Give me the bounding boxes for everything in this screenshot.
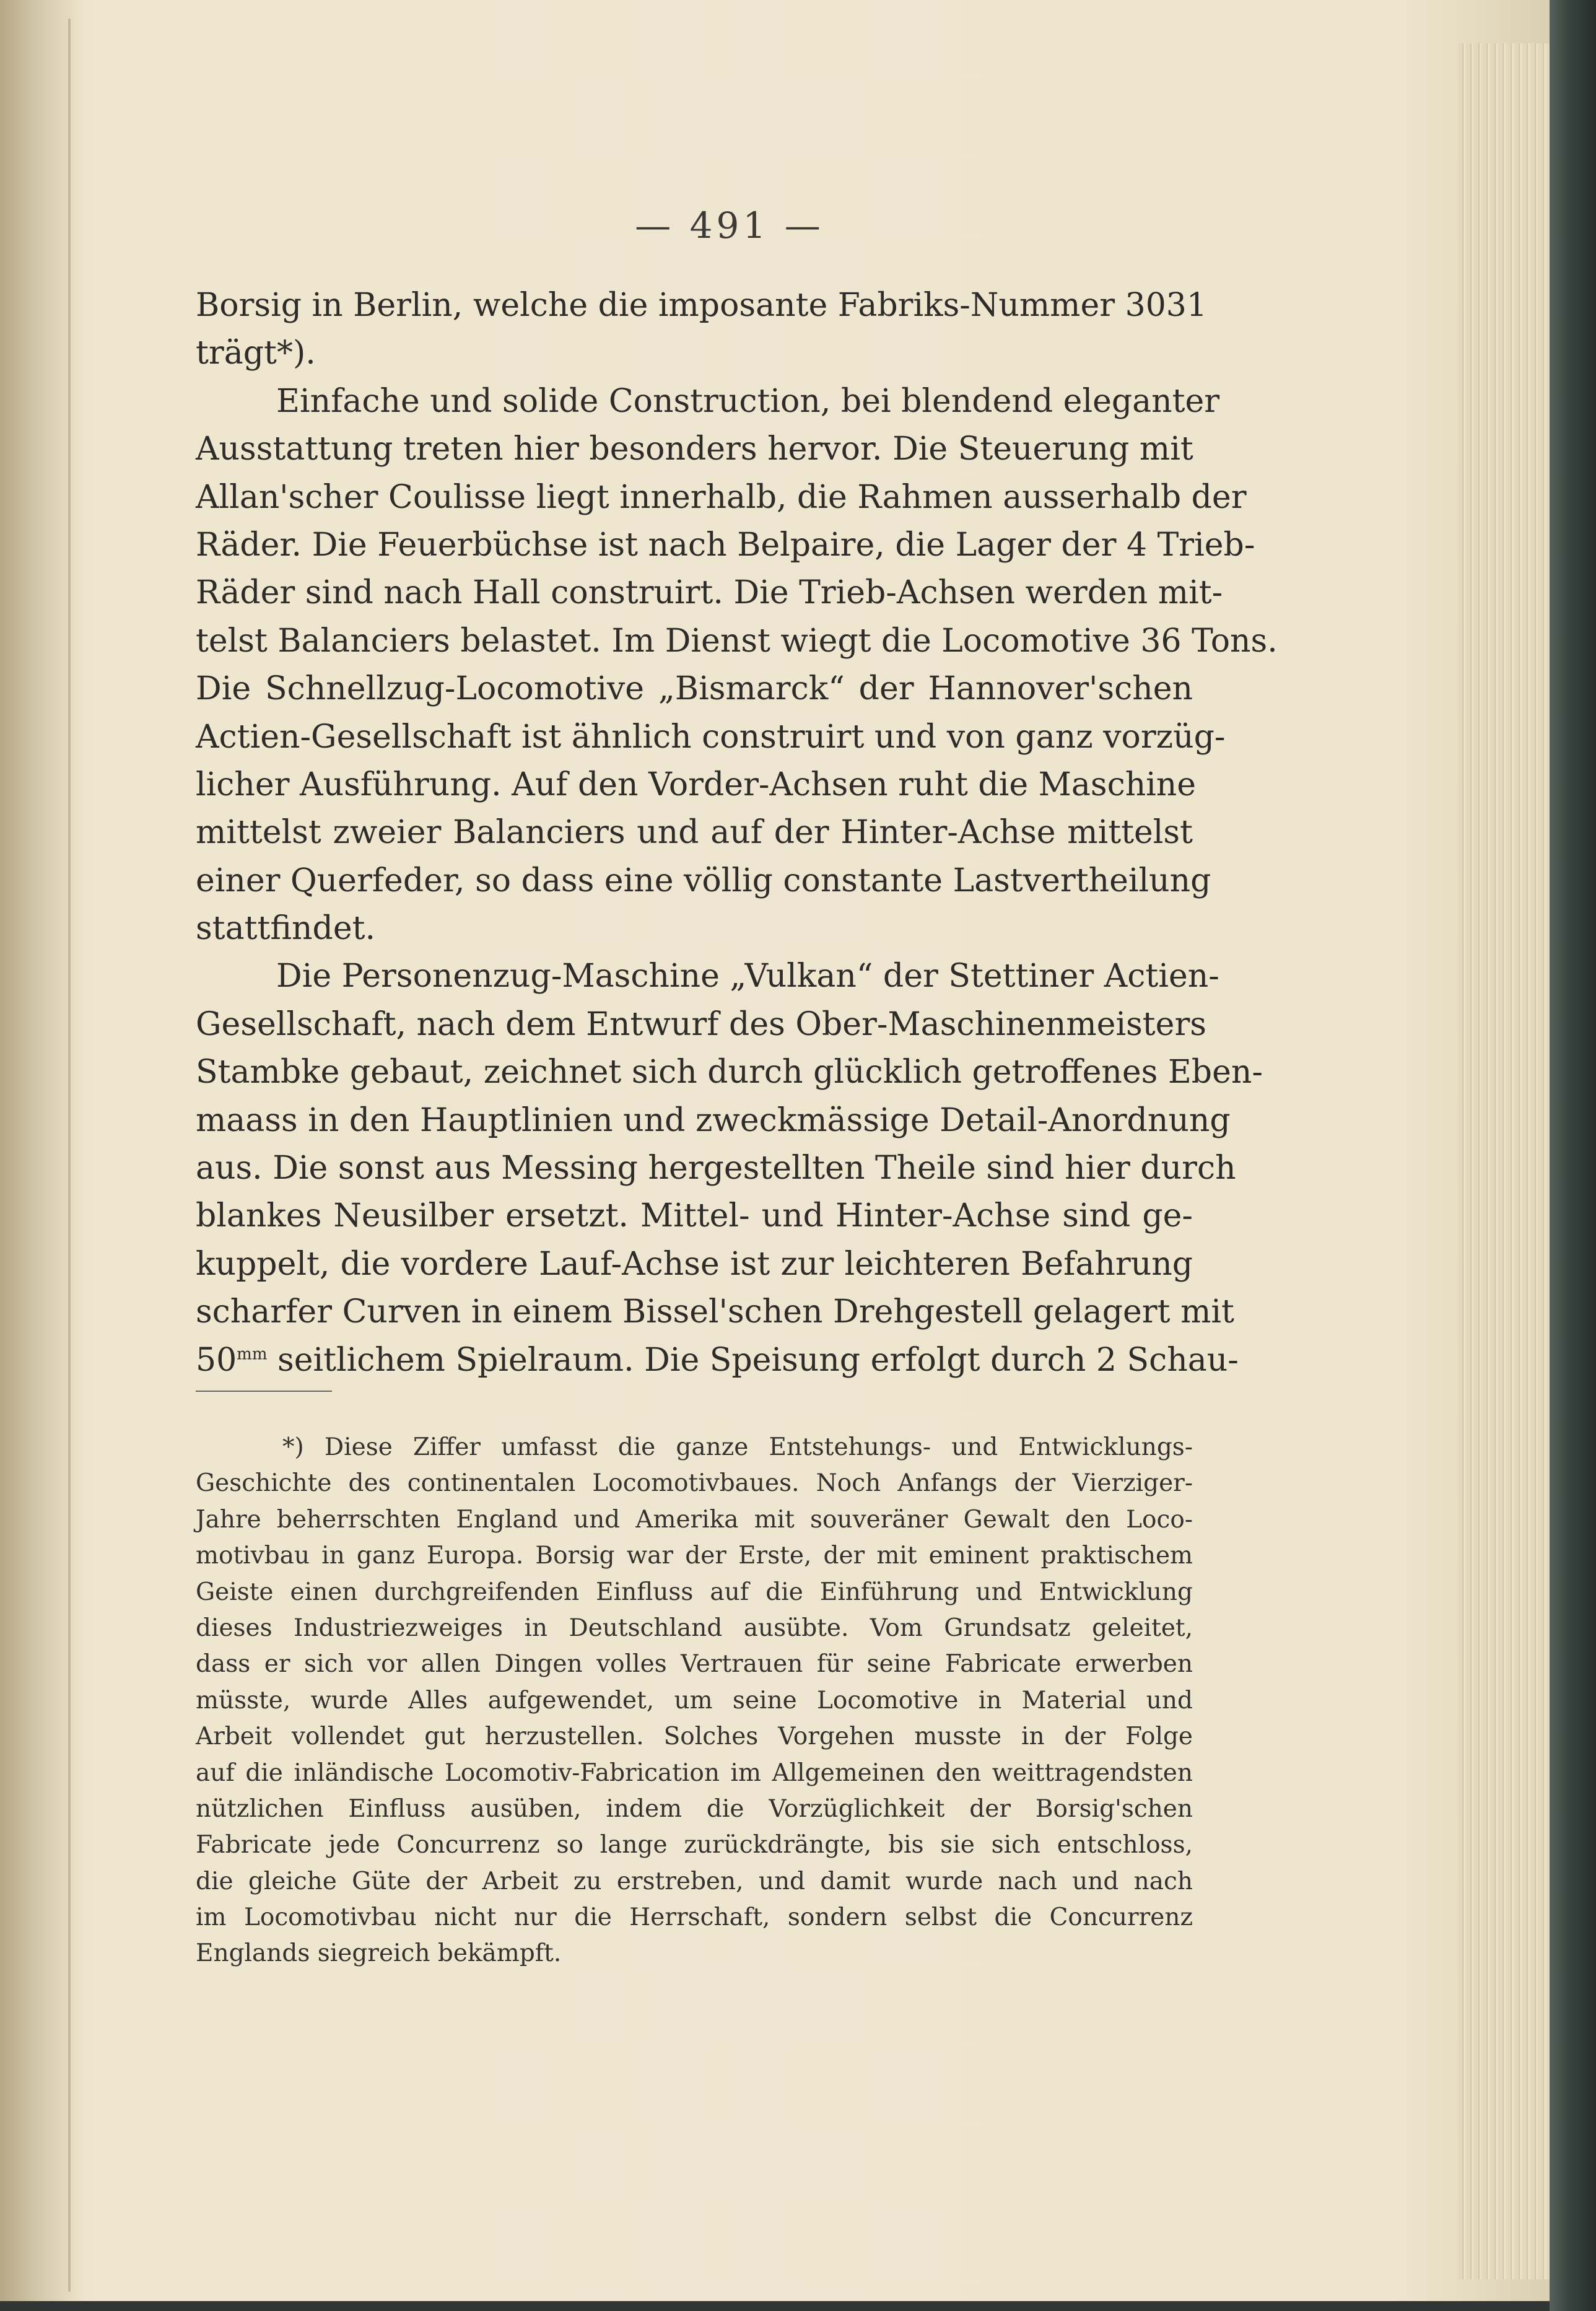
text-line: einer Querfeder, so dass eine völlig constante Lastvertheilung: [196, 862, 1211, 899]
footnote-line: Jahre beherrschten England und Amerika mit souveräner Gewalt den Loco-: [196, 1505, 1193, 1534]
text-line: Ausstattung treten hier besonders hervor. Die Steuerung mit: [196, 430, 1193, 468]
text-line: trägt*).: [196, 334, 316, 372]
measure-value: 50: [196, 1341, 237, 1379]
main-text-block: [196, 282, 1278, 1384]
text-line: Räder sind nach Hall construirt. Die Trieb-Achsen werden mit-: [196, 574, 1223, 612]
text-line: Einfache und solide Construction, bei blendend eleganter: [276, 382, 1220, 420]
text-line: [196, 1337, 1239, 1384]
footnote-line: dass er sich vor allen Dingen volles Vertrauen für seine Fabricate erwerben: [196, 1650, 1193, 1679]
text-line: Stambke gebaut, zeichnet sich durch glücklich getroffenes Eben-: [196, 1054, 1263, 1091]
text-line: kuppelt, die vordere Lauf-Achse ist zur leichteren Befahrung: [196, 1245, 1193, 1283]
text-line: Räder. Die Feuerbüchse ist nach Belpaire, die Lager der 4 Trieb-: [196, 526, 1255, 564]
footnote-line: die gleiche Güte der Arbeit zu erstreben, und damit wurde nach und nach: [196, 1867, 1193, 1895]
footnote-line: im Locomotivbau nicht nur die Herrschaft, sondern selbst die Concurrenz: [196, 1903, 1193, 1932]
measure-unit: mm: [237, 1345, 268, 1364]
text-line: Actien-Gesellschaft ist ähnlich construirt und von ganz vorzüg-: [196, 718, 1226, 756]
text-line-rest: seitlichem Spielraum. Die Speisung erfolgt durch 2 Schau-: [277, 1341, 1239, 1379]
page-number: — 491 —: [635, 204, 824, 247]
footnote-line: Geschichte des continentalen Locomotivbaues. Noch Anfangs der Vierziger-: [196, 1469, 1193, 1498]
book-cover-edge: [1550, 0, 1596, 2311]
text-line: mittelst zweier Balanciers und auf der Hinter-Achse mittelst: [196, 814, 1193, 852]
text-line: Die Schnellzug-Locomotive „Bismarck“ der Hannover'schen: [196, 670, 1193, 708]
footnote-line: Fabricate jede Concurrenz so lange zurückdrängte, bis sie sich entschloss,: [196, 1831, 1193, 1859]
text-line: Gesellschaft, nach dem Entwurf des Ober-Maschinenmeisters: [196, 1005, 1206, 1043]
footnote-line: Geiste einen durchgreifenden Einfluss auf die Einführung und Entwicklung: [196, 1578, 1193, 1606]
text-line: Allan'scher Coulisse liegt innerhalb, die Rahmen ausserhalb der: [196, 478, 1247, 516]
footnote-line: dieses Industriezweiges in Deutschland ausübte. Vom Grundsatz geleitet,: [196, 1614, 1193, 1642]
text-line: Borsig in Berlin, welche die imposante Fabriks-Nummer 3031: [196, 287, 1207, 324]
text-line: blankes Neusilber ersetzt. Mittel- und Hinter-Achse sind ge-: [196, 1197, 1193, 1235]
binding-crease: [68, 19, 71, 2292]
footnote-line: auf die inländische Locomotiv-Fabrication im Allgemeinen den weittragendsten: [196, 1758, 1193, 1787]
text-line: aus. Die sonst aus Messing hergestellten Theile sind hier durch: [196, 1150, 1236, 1187]
text-line: stattfindet.: [196, 910, 376, 948]
footnote-line: Arbeit vollendet gut herzustellen. Solches Vorgehen musste in der Folge: [196, 1723, 1193, 1751]
footnote-rule: [196, 1391, 332, 1392]
text-line: Die Personenzug-Maschine „Vulkan“ der Stettiner Actien-: [276, 958, 1219, 995]
footnote-block: [196, 1430, 1193, 1972]
page-gutter-shadow: [0, 0, 84, 2301]
text-line: telst Balanciers belastet. Im Dienst wiegt die Locomotive 36 Tons.: [196, 622, 1278, 660]
footnote-line: motivbau in ganz Europa. Borsig war der Erste, der mit eminent praktischem: [196, 1542, 1193, 1570]
text-line: maass in den Hauptlinien und zweckmässige Detail-Anordnung: [196, 1101, 1231, 1139]
footnote-line: nützlichen Einfluss ausüben, indem die Vorzüglichkeit der Borsig'schen: [196, 1794, 1193, 1823]
page-fore-edge: [1459, 43, 1551, 2279]
text-line: scharfer Curven in einem Bissel'schen Drehgestell gelagert mit: [196, 1293, 1234, 1331]
footnote-line: müsste, wurde Alles aufgewendet, um seine Locomotive in Material und: [196, 1686, 1193, 1715]
footnote-line: *) Diese Ziffer umfasst die ganze Entstehungs- und Entwicklungs-: [282, 1433, 1193, 1461]
footnote-line: Englands siegreich bekämpft.: [196, 1939, 562, 1968]
text-line: licher Ausführung. Auf den Vorder-Achsen ruht die Maschine: [196, 766, 1197, 803]
